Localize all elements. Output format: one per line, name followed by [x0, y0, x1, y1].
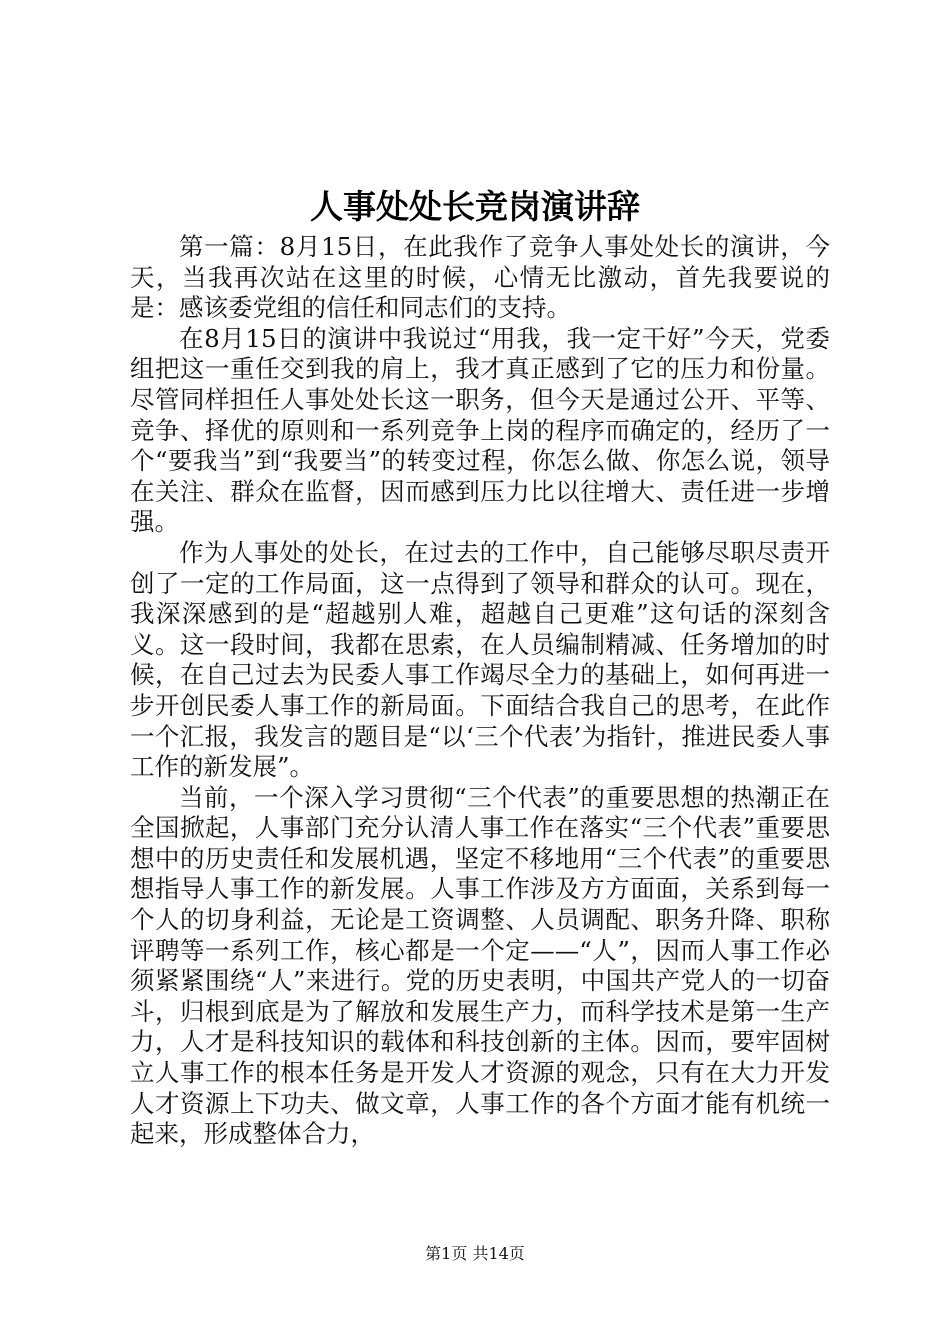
- paragraph-3: 作为人事处的处长，在过去的工作中，自己能够尽职尽责开创了一定的工作局面，这一点得到了领导和群众的认可。现在，我深深感到的是“超越别人难，超越自己更难”这句话的深刻含义。这一段时间，我都在思索，在人员编制精减、任务增加的时候，在自己过去为民委人事工作竭尽全力的基础上，如何再进一步开创民委人事工作的新局面。下面结合我自己的思考，在此作一个汇报，我发言的题目是“以‘三个代表’为指针，推进民委人事工作的新发展”。: [130, 537, 830, 782]
- document-title: 人事处处长竞岗演讲辞: [310, 187, 640, 226]
- document-body: [130, 232, 830, 1150]
- paragraph-4: 当前，一个深入学习贯彻“三个代表”的重要思想的热潮正在全国掀起，人事部门充分认清人事工作在落实“三个代表”重要思想中的历史责任和发展机遇，坚定不移地用“三个代表”的重要思想指导人事工作的新发展。人事工作涉及方方面面，关系到每一个人的切身利益，无论是工资调整、人员调配、职务升降、职称评聘等一系列工作，核心都是一个定——“人”，因而人事工作必须紧紧围绕“人”来进行。党的历史表明，中国共产党人的一切奋斗，归根到底是为了解放和发展生产力，而科学技术是第一生产力，人才是科技知识的载体和科技创新的主体。因而，要牢固树立人事工作的根本任务是开发人才资源的观念，只有在大力开发人才资源上下功夫、做文章，人事工作的各个方面才能有机统一起来，形成整体合力，: [130, 782, 830, 1149]
- paragraph-2: 在8月15日的演讲中我说过“用我，我一定干好”今天，党委组把这一重任交到我的肩上，我才真正感到了它的压力和份量。尽管同样担任人事处处长这一职务，但今天是通过公开、平等、竞争、择优的原则和一系列竞争上岗的程序而确定的，经历了一个“要我当”到“我要当”的转变过程，你怎么做、你怎么说，领导在关注、群众在监督，因而感到压力比以往增大、责任进一步增强。: [130, 323, 830, 537]
- paragraph-1: 第一篇：8月15日，在此我作了竞争人事处处长的演讲，今天，当我再次站在这里的时候，心情无比激动，首先我要说的是：感该委党组的信任和同志们的支持。: [130, 232, 830, 323]
- page-footer: 第1页 共14页: [425, 1244, 525, 1263]
